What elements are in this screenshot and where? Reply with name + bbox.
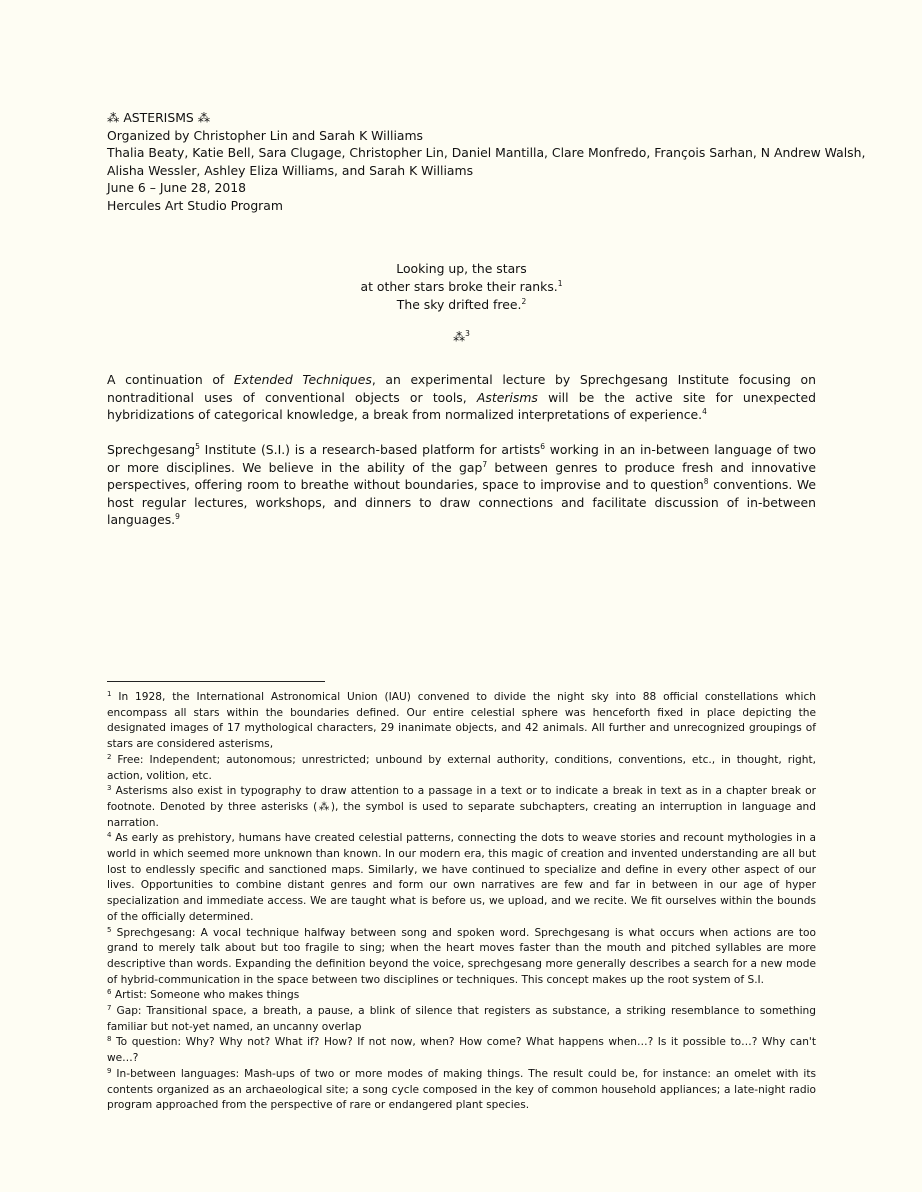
document-page xyxy=(107,0,866,1192)
haiku-line-3: The sky drifted free.$^2$ xyxy=(396,297,527,312)
footnote-5: $^5$ Sprechgesang: A vocal technique halfway between song and spoken word. Sprechgesang is what occurs when actions are too grand to merely talk about but too fragile to sing; when the heart moves faster than the mouth and pitched syllables are more descriptive than words. Expanding the definition beyond the voice, sprechgesang more generally describes a search for a new mode of hybrid-communication in the space between two disciplines or techniques. This concept makes up the root system of S.I. xyxy=(107,925,816,986)
footnote-ref[interactable]: 4 xyxy=(702,407,707,417)
footnote-ref[interactable]: 6 xyxy=(540,442,545,451)
footnote-8: $^8$ To question: Why? Why not? What if? How? If not now, when? How come? What happens when…? Is it possible to…? Why can't we…? xyxy=(107,1035,816,1065)
footnote-ref[interactable]: 1 xyxy=(557,279,563,288)
exhibition-dates: June 6 – June 28, 2018 xyxy=(107,180,246,196)
exhibition-venue: Hercules Art Studio Program xyxy=(107,197,283,213)
footnote-ref[interactable]: 8 xyxy=(703,477,709,487)
artists-line-2: Alisha Wessler, Ashley Eliza Williams, and Sarah K Williams xyxy=(107,162,474,178)
footnote-ref[interactable]: 2 xyxy=(521,297,527,306)
organizers-line: Organized by Christopher Lin and Sarah K Williams xyxy=(107,127,424,143)
asterism-divider xyxy=(107,330,816,344)
footnote-ref[interactable]: 7 xyxy=(482,459,488,469)
haiku-line-1: Looking up, the stars xyxy=(396,261,527,276)
asterism-icon: ⁂ xyxy=(453,330,466,344)
footnote-ref[interactable]: 5 xyxy=(195,442,200,451)
intro-paragraph: A continuation of Extended Techniques, an experimental lecture by Sprechgesang Institute focusing on nontraditional uses of conventional objects or tools, Asterisms will be the active site for unexpected hybridizations of categorical knowledge, a break from normalized interpretations of experience.$^4$ xyxy=(107,372,816,423)
footnote-3: $^3$ Asterisms also exist in typography to draw attention to a passage in a text or to indicate a break in text as in a chapter break or footnote. Denoted by three asterisks (⁂), the symbol is used to separate subchapters, creating an interruption in language and narration. xyxy=(107,784,816,829)
footnote-ref[interactable]: 3 xyxy=(465,329,470,338)
exhibition-header xyxy=(107,109,866,215)
footnote-4: $^4$ As early as prehistory, humans have created celestial patterns, connecting the dots to weave stories and recount mythologies in a world in which seemed more unknown than known. In our modern era, this magic of creation and invented understanding are all but lost to endlessly specific and sanctioned maps. Similarly, we have continued to specialize and define in every other aspect of our lives. Opportunities to combine distant genres and form our own narratives are few and far in between in our age of hyper specialization and immediate access. We are taught what is before us, we upload, and we recite. We fit ourselves within the bounds of the officially determined. xyxy=(107,831,816,923)
footnote-ref[interactable]: 9 xyxy=(175,512,180,522)
footnote-1: $^1$ In 1928, the International Astronomical Union (IAU) convened to divide the night sky into 88 official constellations which encompass all stars within the boundaries defined. Our entire celestial sphere was henceforth fixed in place depicting the designated images of 17 mythological characters, 29 inanimate objects, and 42 animals. All further and unrecognized groupings of stars are considered asterisms, xyxy=(107,690,816,751)
footnote-separator xyxy=(107,681,325,682)
institute-paragraph: Sprechgesang$^5$ Institute (S.I.) is a research-based platform for artists$^6$ working in an in-between language of two or more disciplines. We believe in the ability of the gap$^7$ between genres to produce fresh and innovative perspectives, offering room to breathe without boundaries, space to improvise and to question$^8$ conventions. We host regular lectures, workshops, and dinners to draw connections and facilitate discussion of in-between languages.$^9$ xyxy=(107,442,817,528)
footnote-2: $^2$ Free: Independent; autonomous; unrestricted; unbound by external authority, conditions, conventions, etc., in thought, right, action, volition, etc. xyxy=(107,752,816,782)
exhibition-title: ⁂ ASTERISMS ⁂ xyxy=(107,110,211,125)
footnote-9: $^9$ In-between languages: Mash-ups of two or more modes of making things. The result could be, for instance: an omelet with its contents organized as an archaeological site; a song cycle composed in the key of common household appliances; a late-night radio program approached from the perspective of rare or endangered plant species. xyxy=(107,1066,816,1112)
haiku-line-2: at other stars broke their ranks.$^1$ xyxy=(360,279,563,294)
footnote-6: $^6$ Artist: Someone who makes things xyxy=(107,988,300,1002)
artists-line-1: Thalia Beaty, Katie Bell, Sara Clugage, Christopher Lin, Daniel Mantilla, Clare Monfredo, François Sarhan, N Andrew Walsh, xyxy=(107,145,866,161)
footnotes xyxy=(107,690,816,1114)
footnote-7: $^7$ Gap: Transitional space, a breath, a pause, a blink of silence that registers as substance, a striking resemblance to something familiar but not-yet named, an uncanny overlap xyxy=(107,1004,816,1033)
haiku xyxy=(107,260,816,314)
